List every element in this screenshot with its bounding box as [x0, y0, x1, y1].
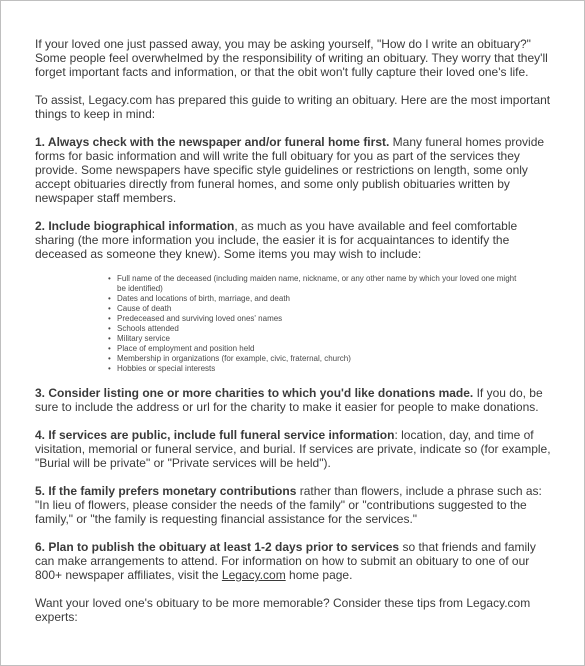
bullet-icon: • — [108, 354, 111, 363]
list-item — [108, 294, 517, 304]
biographical-items-list — [35, 274, 555, 374]
list-item — [108, 334, 517, 344]
list-item-text: Place of employment and position held — [117, 344, 255, 353]
tip-3-text: If you do, be sure to include the address or url for the charity to make it easier for people to make donations. — [35, 386, 543, 414]
tip-1-paragraph — [35, 135, 555, 205]
legacy-home-link[interactable]: Legacy.com — [221, 568, 286, 582]
tip-4-text: : location, day, and time of visitation, memorial or funeral service, and burial. If services are private, indicate so (for example, "Burial will be private" or "Private services will be held"). — [35, 428, 551, 470]
bullet-icon: • — [108, 324, 111, 333]
tip-3-heading: 3. Consider listing one or more charities to which you'd like donations made. — [35, 386, 474, 400]
tip-4-paragraph — [35, 428, 555, 470]
bullet-icon: • — [108, 344, 111, 353]
intro-paragraph: If your loved one just passed away, you may be asking yourself, "How do I write an obituary?" Some people feel overwhelmed by the responsibility of writing an obituary. They worry that they'll forget important facts and information, or that the obit won't fully capture their loved one's life. — [35, 37, 548, 79]
intro-guide-paragraph: To assist, Legacy.com has prepared this guide to writing an obituary. Here are the most important things to keep in mind: — [35, 93, 551, 121]
bullet-icon: • — [108, 304, 111, 313]
list-item-text: Cause of death — [117, 304, 172, 313]
tip-6-text: so that friends and family can make arrangements to attend. For information on how to submit an obituary to one of our 800+ newspaper affiliates, visit the — [35, 540, 536, 582]
list-item — [108, 324, 517, 334]
bullet-icon: • — [108, 294, 111, 303]
list-item — [108, 364, 517, 374]
tip-6-heading: 6. Plan to publish the obituary at least 1-2 days prior to services — [35, 540, 400, 554]
bullet-icon: • — [108, 314, 111, 323]
list-item-text: Schools attended — [117, 324, 179, 333]
bullet-icon: • — [108, 364, 111, 373]
list-item-text: Predeceased and surviving loved ones' names — [117, 314, 283, 323]
tip-5-heading: 5. If the family prefers monetary contributions — [35, 484, 297, 498]
bullet-icon: • — [108, 274, 111, 283]
list-item-text: Full name of the deceased (including maiden name, nickname, or any other name by which your loved one might be identified) — [117, 274, 517, 293]
list-item-text: Dates and locations of birth, marriage, and death — [117, 294, 290, 303]
list-item — [108, 354, 517, 364]
tip-6-text-end: home page. — [285, 568, 353, 582]
list-item — [108, 314, 517, 324]
list-item — [108, 304, 517, 314]
tip-4-heading: 4. If services are public, include full funeral service information — [35, 428, 395, 442]
tip-2-paragraph — [35, 219, 555, 261]
list-item-text: Hobbies or special interests — [117, 364, 216, 373]
bullet-icon: • — [108, 334, 111, 343]
tip-6-paragraph — [35, 540, 555, 582]
tip-2-heading: 2. Include biographical information — [35, 219, 235, 233]
tip-5-text: rather than flowers, include a phrase such as: "In lieu of flowers, please consider the needs of the family" or "contributions suggested to the family," or "the family is requesting financial assistance for the services." — [35, 484, 542, 526]
list-item — [108, 344, 517, 354]
outro-paragraph: Want your loved one's obituary to be more memorable? Consider these tips from Legacy.com experts: — [35, 596, 531, 624]
tip-2-text: , as much as you have available and feel comfortable sharing (the more information you include, the easier it is for acquaintances to identify the deceased as someone they knew). Some items you may wish to include: — [35, 219, 518, 261]
tip-5-paragraph — [35, 484, 555, 526]
document-body — [35, 37, 555, 638]
list-item — [108, 274, 517, 294]
tip-3-paragraph — [35, 386, 555, 414]
tip-1-heading: 1. Always check with the newspaper and/or funeral home first. — [35, 135, 390, 149]
list-item-text: Membership in organizations (for example, civic, fraternal, church) — [117, 354, 351, 363]
tip-1-text: Many funeral homes provide forms for basic information and will write the full obituary for you as part of the services they provide. Some newspapers have specific style guidelines or restrictions on length, some only accept obituaries directly from funeral homes, and some only publish obituaries written by newspaper staff members. — [35, 135, 545, 205]
list-item-text: Military service — [117, 334, 170, 343]
